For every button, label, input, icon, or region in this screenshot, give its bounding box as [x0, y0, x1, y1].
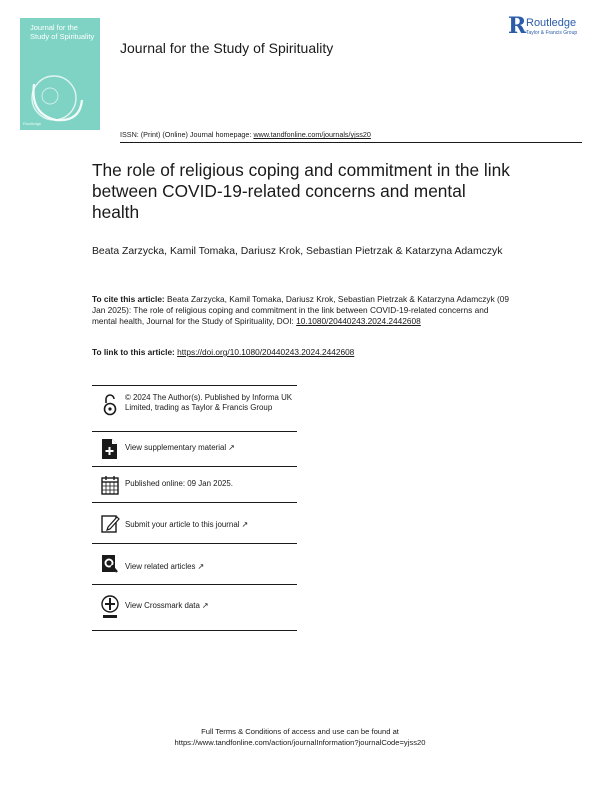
- supplementary-row[interactable]: [92, 438, 297, 460]
- journal-homepage-link[interactable]: www.tandfonline.com/journals/yjss20: [253, 130, 371, 139]
- submit-row[interactable]: [92, 513, 297, 535]
- info-divider: [92, 385, 297, 386]
- cover-title: Journal for the Study of Spirituality: [30, 23, 95, 41]
- related-row[interactable]: [92, 553, 297, 575]
- journal-cover-image: [20, 18, 100, 130]
- cite-label: To cite this article:: [92, 294, 165, 304]
- citation-block: [92, 294, 512, 327]
- supplementary-link[interactable]: [125, 443, 300, 453]
- info-divider: [92, 431, 297, 432]
- supplementary-label: View supplementary material: [125, 443, 227, 452]
- supplementary-file-icon: [100, 438, 120, 460]
- open-access-icon: [100, 393, 120, 415]
- routledge-logo[interactable]: [508, 14, 588, 40]
- related-label: View related articles: [125, 562, 196, 571]
- cite-text: Beata Zarzycka, Kamil Tomaka, Dariusz Krok, Sebastian Pietrzak & Katarzyna Adamczyk (09 Jan 2025): The role of religious coping and commitment in the link between COVID-19-related concerns and mental health, Journal for the Study of Spirituality, DOI:: [92, 294, 510, 326]
- copyright-text: © 2024 The Author(s). Published by Informa UK Limited, trading as Taylor & Francis Group: [125, 393, 293, 412]
- external-link-icon: ↗: [197, 562, 205, 571]
- info-divider: [92, 502, 297, 503]
- logo-name: Routledge: [526, 17, 577, 29]
- footer-terms: [0, 726, 600, 748]
- logo-tagline: Taylor & Francis Group: [526, 30, 578, 36]
- related-articles-icon: [100, 553, 120, 575]
- submit-article-link[interactable]: [125, 520, 300, 530]
- open-access-row: [92, 393, 297, 427]
- published-date: Published online: 09 Jan 2025.: [125, 479, 233, 488]
- cover-publisher-mark: Routledge: [23, 121, 42, 126]
- header-divider: [120, 142, 582, 143]
- crossmark-link[interactable]: [125, 601, 300, 611]
- routledge-r-icon: R: [508, 13, 527, 39]
- link-label: To link to this article:: [92, 347, 175, 357]
- footer-terms-link[interactable]: https://www.tandfonline.com/action/journalInformation?journalCode=yjss20: [174, 738, 426, 747]
- article-doi-url[interactable]: https://doi.org/10.1080/20440243.2024.2442608: [177, 347, 355, 357]
- doi-link[interactable]: 10.1080/20440243.2024.2442608: [296, 316, 421, 326]
- calendar-icon: [100, 474, 120, 496]
- submit-article-icon: [100, 513, 120, 535]
- submit-label: Submit your article to this journal: [125, 520, 240, 529]
- info-divider: [92, 630, 297, 631]
- crossmark-label: View Crossmark data: [125, 601, 200, 610]
- issn-line: [120, 130, 371, 139]
- crossmark-row[interactable]: [92, 593, 297, 621]
- article-title: The role of religious coping and commitment in the link between COVID-19-related concerns and mental health: [92, 160, 510, 222]
- external-link-icon: ↗: [241, 520, 249, 529]
- crossmark-icon: [100, 593, 120, 615]
- info-divider: [92, 543, 297, 544]
- external-link-icon: ↗: [201, 601, 209, 610]
- journal-title[interactable]: Journal for the Study of Spirituality: [120, 40, 334, 56]
- info-divider: [92, 466, 297, 467]
- published-row: [92, 474, 297, 496]
- external-link-icon: ↗: [228, 443, 235, 452]
- related-articles-link[interactable]: [125, 562, 300, 572]
- article-authors: Beata Zarzycka, Kamil Tomaka, Dariusz Krok, Sebastian Pietrzak & Katarzyna Adamczyk: [92, 246, 503, 257]
- article-link-line: [92, 347, 512, 358]
- info-divider: [92, 584, 297, 585]
- footer-line-1: Full Terms & Conditions of access and use can be found at: [201, 727, 399, 736]
- issn-label: ISSN: (Print) (Online) Journal homepage:: [120, 130, 252, 139]
